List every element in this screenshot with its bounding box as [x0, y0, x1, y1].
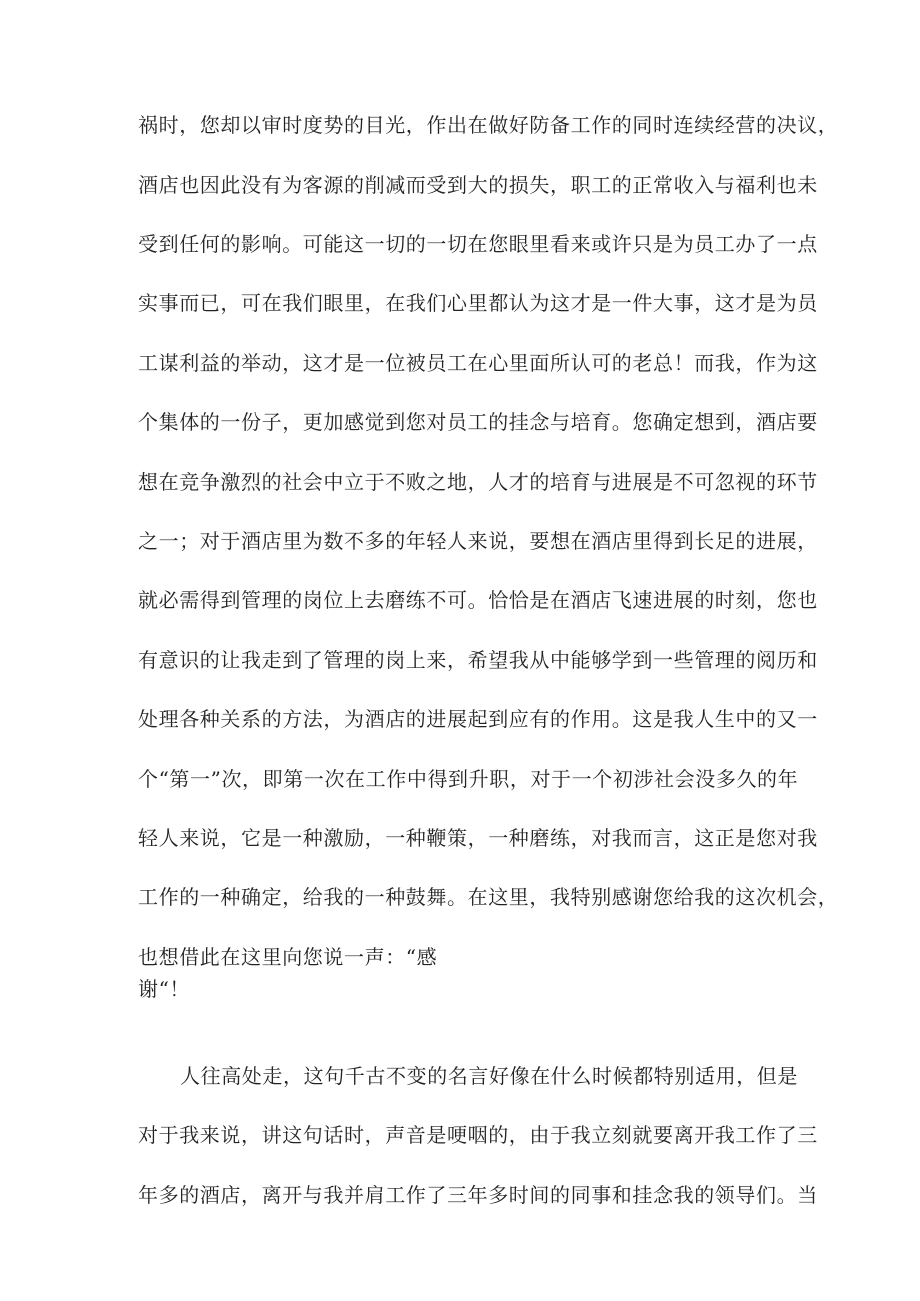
- text-line: 实事而已，可在我们眼里，在我们心里都认为这才是一件大事，这才是为员: [138, 291, 818, 315]
- text-line: 工作的一种确定，给我的一种鼓舞。在这里，我特别感谢您给我的这次机会，: [138, 885, 839, 909]
- text-line: 就必需得到管理的岗位上去磨练不可。恰恰是在酒店飞速进展的时刻，您也: [138, 588, 818, 612]
- text-line: 工谋利益的举动，这才是一位被员工在心里面所认可的老总！而我，作为这: [138, 351, 818, 375]
- text-line: 人往高处走，这句千古不变的名言好像在什么时候都特别适用，但是: [180, 1064, 798, 1088]
- text-line: 酒店也因此没有为客源的削减而受到大的损失，职工的正常收入与福利也未: [138, 173, 818, 197]
- text-line: 个“第一”次，即第一次在工作中得到升职，对于一个初涉社会没多久的年: [138, 767, 799, 791]
- text-line: 对于我来说，讲这句话时，声音是哽咽的，由于我立刻就要离开我工作了三: [138, 1123, 818, 1147]
- text-line: 祸时，您却以审时度势的目光，作出在做好防备工作的同时连续经营的决议，: [138, 113, 839, 137]
- text-line: 谢“！: [138, 977, 191, 1001]
- text-line: 受到任何的影响。可能这一切的一切在您眼里看来或许只是为员工办了一点: [138, 232, 818, 256]
- text-line: 有意识的让我走到了管理的岗上来，希望我从中能够学到一些管理的阅历和: [138, 648, 818, 672]
- text-line: 也想借此在这里向您说一声：“感: [138, 945, 438, 969]
- text-line: 之一；对于酒店里为数不多的年轻人来说，要想在酒店里得到长足的进展，: [138, 529, 818, 553]
- text-line: 轻人来说，它是一种激励，一种鞭策，一种磨练，对我而言，这正是您对我: [138, 826, 818, 850]
- text-line: 年多的酒店，离开与我并肩工作了三年多时间的同事和挂念我的领导们。当: [138, 1183, 818, 1207]
- text-line: 处理各种关系的方法，为酒店的进展起到应有的作用。这是我人生中的又一: [138, 707, 818, 731]
- text-line: 想在竞争激烈的社会中立于不败之地，人才的培育与进展是不可忽视的环节: [138, 470, 818, 494]
- text-line: 个集体的一份子，更加感觉到您对员工的挂念与培育。您确定想到，酒店要: [138, 410, 818, 434]
